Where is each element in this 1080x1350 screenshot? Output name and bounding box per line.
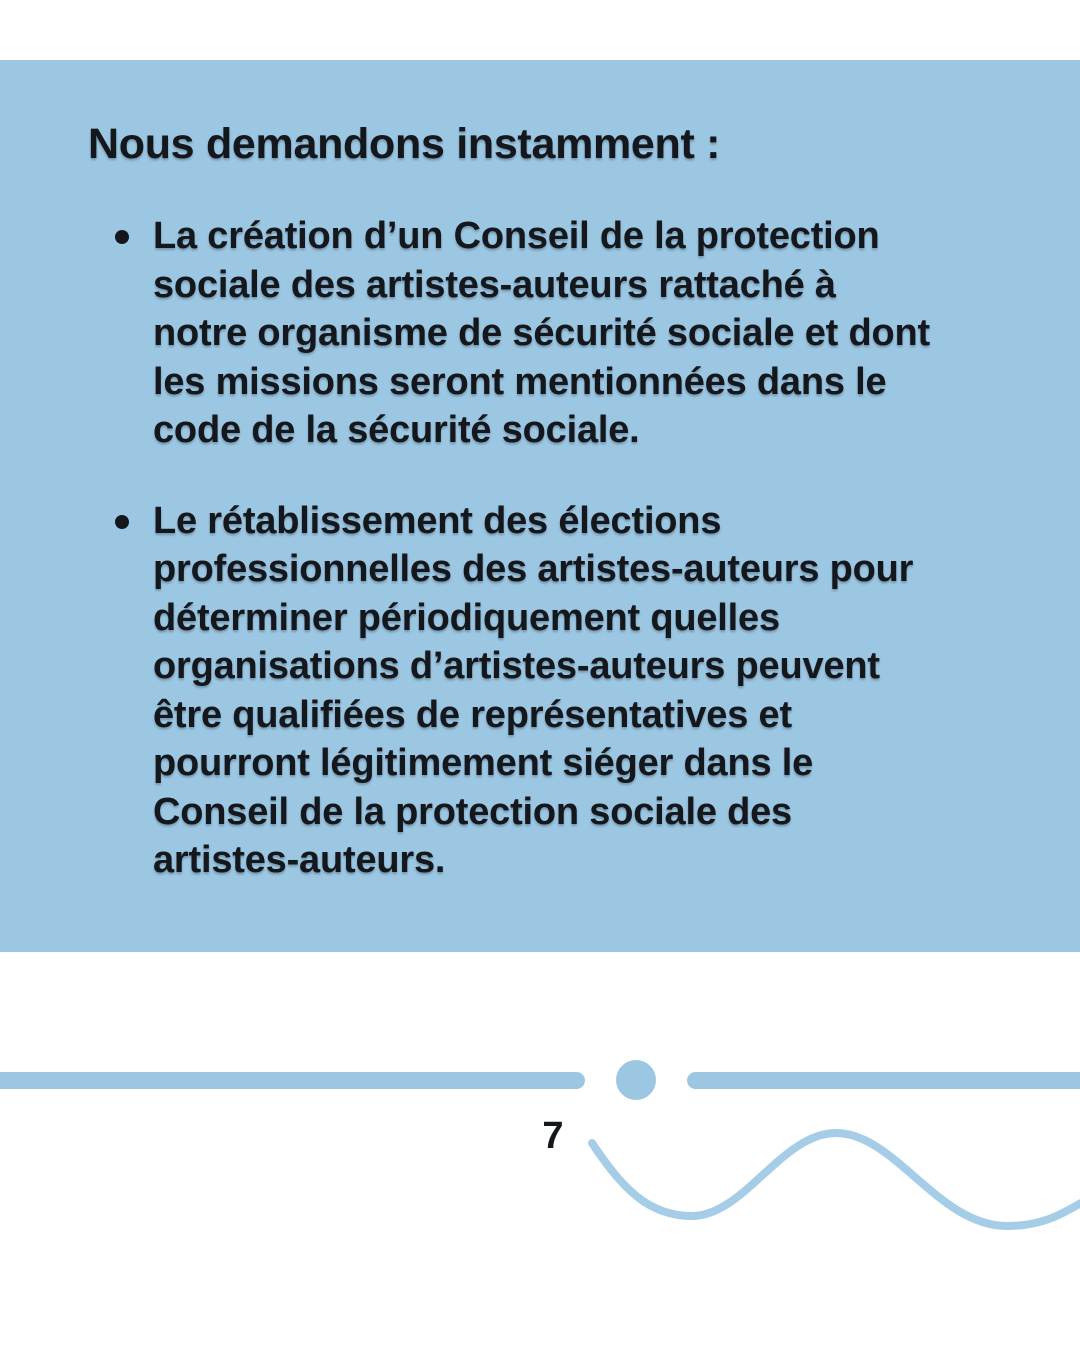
bullet-line: les missions seront mentionnées dans le <box>153 360 887 403</box>
bullet-text <box>153 497 913 885</box>
list-item <box>88 497 1040 885</box>
page-number: 7 <box>542 1115 564 1157</box>
divider-left-bar <box>0 1072 585 1089</box>
content-panel <box>0 60 1080 952</box>
bullet-line: sociale des artistes-auteurs rattaché à <box>153 263 836 306</box>
bullet-line: La création d’un Conseil de la protection <box>153 215 880 257</box>
page-title: Nous demandons instamment : <box>88 120 721 168</box>
bullet-line: organisations d’artistes-auteurs peuvent <box>153 645 880 687</box>
bullet-line: notre organisme de sécurité sociale et dont <box>153 312 930 354</box>
bullet-line: être qualifiées de représentatives et <box>153 693 792 736</box>
bullet-line: Conseil de la protection sociale des <box>153 790 792 833</box>
bullet-dot-icon <box>115 515 129 529</box>
bullet-line: code de la sécurité sociale. <box>153 409 640 451</box>
bullet-line: déterminer périodiquement quelles <box>153 596 780 639</box>
bullet-line: Le rétablissement des élections <box>153 499 722 542</box>
bullet-text <box>153 212 930 455</box>
bullet-list <box>88 212 1040 885</box>
divider-right-bar <box>687 1072 1080 1089</box>
bullet-line: artistes-auteurs. <box>153 839 446 881</box>
list-item <box>88 212 1040 455</box>
bullet-dot-icon <box>115 230 129 244</box>
divider-circle <box>616 1060 656 1100</box>
bullet-line: pourront légitimement siéger dans le <box>153 742 814 784</box>
bullet-line: professionnelles des artistes-auteurs pour <box>153 548 914 590</box>
